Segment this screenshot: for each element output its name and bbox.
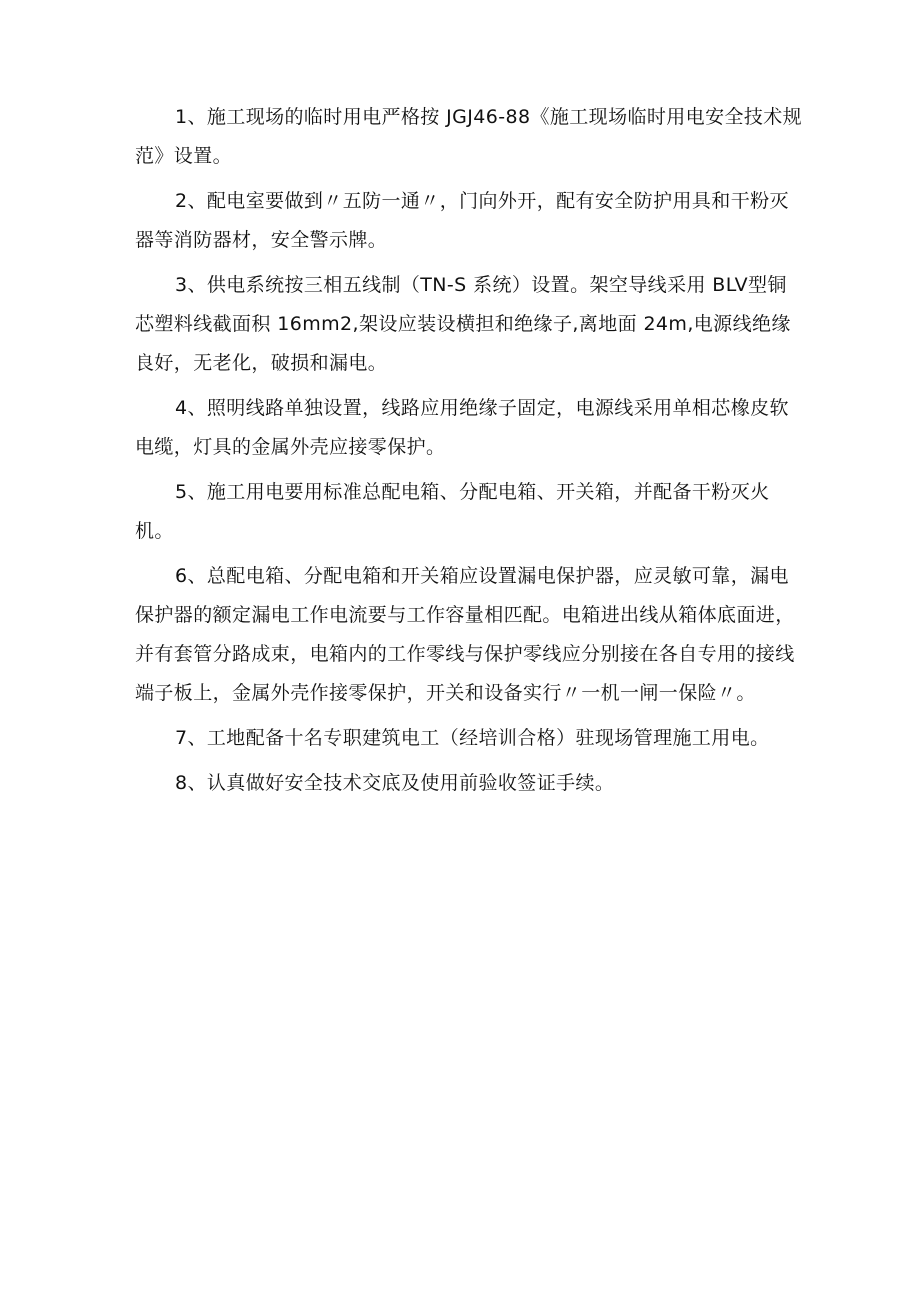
document-body — [135, 98, 805, 809]
paragraph-3: 3、供电系统按三相五线制（TN-S 系统）设置。架空导线采用 BLV型铜芯塑料线截面积 16mm2,架设应装设横担和绝缘子,离地面 24m,电源线绝缘良好，无老化，破损和漏电。 — [135, 274, 791, 374]
paragraph-7: 7、工地配备十名专职建筑电工（经培训合格）驻现场管理施工用电。 — [175, 727, 770, 749]
paragraph-4: 4、照明线路单独设置，线路应用绝缘子固定，电源线采用单相芯橡皮软电缆，灯具的金属外壳应接零保护。 — [135, 397, 789, 458]
paragraph-5: 5、施工用电要用标准总配电箱、分配电箱、开关箱，并配备干粉灭火机。 — [135, 481, 770, 542]
paragraph-8: 8、认真做好安全技术交底及使用前验收签证手续。 — [175, 772, 615, 794]
paragraph-6: 6、总配电箱、分配电箱和开关箱应设置漏电保护器，应灵敏可靠，漏电保护器的额定漏电工作电流要与工作容量相匹配。电箱进出线从箱体底面进，并有套管分路成束，电箱内的工作零线与保护零线应分别接在各自专用的接线端子板上，金属外壳作接零保护，开关和设备实行〃一机一闸一保险〃。 — [135, 565, 795, 704]
paragraph-1: 1、施工现场的临时用电严格按 JGJ46-88《施工现场临时用电安全技术规范》设置。 — [135, 106, 803, 167]
paragraph-2: 2、配电室要做到〃五防一通〃，门向外开，配有安全防护用具和干粉灭器等消防器材，安全警示牌。 — [135, 190, 789, 251]
